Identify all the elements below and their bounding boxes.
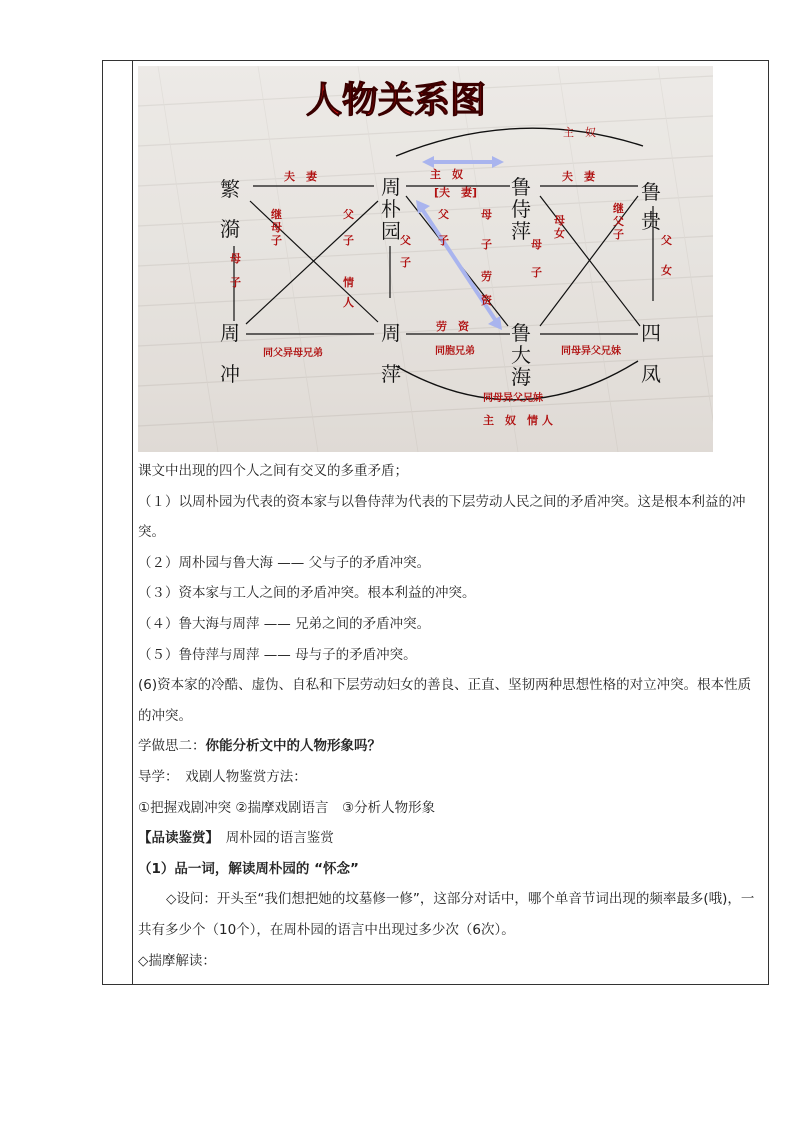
label-qingren: 情人 [343, 276, 354, 309]
label-funv: 父女 [661, 234, 672, 277]
label-muzi-b: 母子 [531, 238, 542, 279]
content-body [138, 456, 764, 976]
chuaimo-line: ◇揣摩解读： [138, 952, 216, 969]
person-lugui: 鲁贵 [641, 180, 661, 233]
label-muzi-a: 母子 [481, 208, 492, 251]
label-zhupu-mid: 主 奴 [430, 168, 463, 181]
label-fuzi-a: 父子 [343, 208, 354, 247]
person-ludahai: 鲁大海 [511, 321, 531, 389]
relationship-diagram [138, 66, 713, 452]
person-zhouchong: 周冲 [220, 321, 240, 386]
question-2 [138, 731, 764, 762]
person-sifeng: 四凤 [641, 321, 661, 386]
label-laozi-h: 劳 资 [436, 320, 469, 333]
label-fuqi-bracket: [夫 妻] [434, 186, 478, 199]
label-fuzi-b: 父子 [400, 234, 411, 269]
label-tongmu-b: 同母异父兄妹 [483, 393, 543, 404]
label-tongbao: 同胞兄弟 [435, 346, 475, 357]
person-zhoupuyuan: 周朴园 [381, 175, 401, 243]
background-texture [138, 66, 713, 452]
label-laozi-v: 劳资 [481, 270, 492, 307]
point-4: （４）鲁大海与周萍 —— 兄弟之间的矛盾冲突。 [138, 615, 431, 632]
label-muzi-left: 母子 [230, 252, 241, 289]
diagram-svg [138, 66, 713, 452]
point-6: (6)资本家的冷酷、虚伪、自私和下层劳动妇女的善良、正直、坚韧两种思想性格的对立冲突。根本性质的冲突。 [138, 677, 752, 724]
point-2: （２）周朴园与鲁大海 —— 父与子的矛盾冲突。 [138, 554, 431, 571]
label-zhupu-qingren: 主 奴 情 人 [483, 414, 553, 427]
methods-line: ①把握戏剧冲突 ②揣摩戏剧语言 ③分析人物形象 [138, 799, 436, 816]
question-2-text: 你能分析文中的人物形象吗？ [205, 738, 381, 755]
person-lushiping: 鲁侍萍 [511, 175, 531, 243]
question-2-prefix: 学做思二： [138, 738, 206, 755]
section-title: 周朴园的语言鉴赏 [212, 830, 334, 847]
table-left-column [102, 60, 133, 985]
section-bracket: 【品读鉴赏】 [138, 830, 213, 847]
point-5: （５）鲁侍萍与周萍 —— 母与子的矛盾冲突。 [138, 646, 417, 663]
guide-line: 导学： 戏剧人物鉴赏方法： [138, 768, 307, 785]
subheading-1: （1）品一词，解读周朴园的 “怀念” [138, 860, 359, 877]
label-fuqi-left: 夫 妻 [284, 170, 317, 183]
person-zhouping: 周萍 [381, 321, 401, 386]
point-1: （１）以周朴园为代表的资本家与以鲁侍萍为代表的下层劳动人民之间的矛盾冲突。这是根本利益的冲突。 [138, 493, 746, 541]
diagram-title: 人物关系图 [305, 79, 487, 121]
label-fuzi-c: 父子 [438, 208, 449, 247]
label-zhupu-top: 主 奴 [563, 126, 596, 139]
point-3: （３）资本家与工人之间的矛盾冲突。根本利益的冲突。 [138, 585, 476, 602]
intro-line: 课文中出现的四个人之间有交叉的多重矛盾； [138, 463, 408, 479]
section-heading [138, 823, 764, 854]
label-jimuzi-1: 继母子 [271, 208, 282, 247]
label-tongfu: 同父异母兄弟 [263, 348, 323, 359]
person-fanyi: 繁漪 [220, 177, 240, 241]
label-muzi-d: 母女 [554, 214, 565, 240]
label-fuqi-right: 夫 妻 [562, 170, 595, 183]
design-question: ◇设问：开头至“我们想把她的坟墓修一修”，这部分对话中，哪个单音节词出现的频率最多(哦)，一共有多少个（10个），在周朴园的语言中出现过多少次（6次）。 [138, 891, 755, 938]
label-jifuzi: 继父子 [613, 202, 624, 241]
label-tongmu: 同母异父兄妹 [561, 346, 621, 357]
